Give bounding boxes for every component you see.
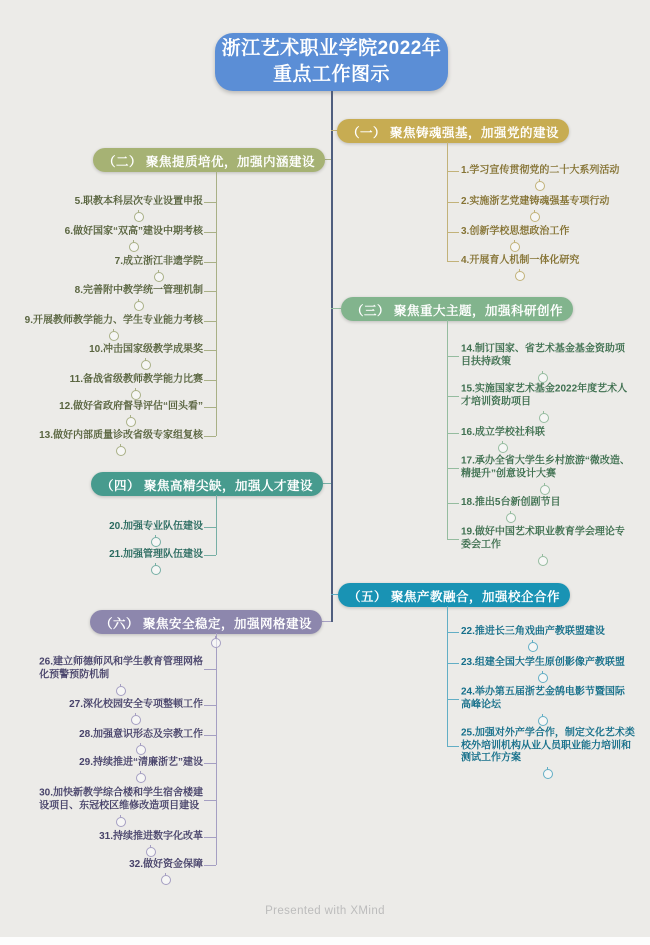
- marker-icon: [141, 360, 151, 370]
- topic-item-18[interactable]: [461, 497, 560, 510]
- connector-line: [447, 699, 459, 700]
- topic-item-text: 2.实施浙艺党建铸魂强基专项行动: [461, 195, 610, 207]
- branch-node-4[interactable]: （四） 聚焦高精尖缺，加强人才建设: [91, 472, 323, 496]
- branch-node-2[interactable]: （二） 聚焦提质培优，加强内涵建设: [93, 148, 325, 172]
- connector-line: [204, 407, 216, 408]
- topic-item-11[interactable]: [70, 374, 203, 387]
- connector-line: [331, 594, 338, 595]
- topic-item-text: 设项目、东冠校区维修改造项目建设: [39, 800, 200, 811]
- connector-line: [204, 527, 216, 528]
- topic-item-10[interactable]: [89, 344, 203, 357]
- topic-item-text: 10.冲击国家级教学成果奖: [89, 343, 203, 355]
- topic-item-28[interactable]: [79, 729, 203, 742]
- topic-item-text: 7.成立浙江非遗学院: [114, 255, 203, 267]
- topic-item-9[interactable]: [25, 315, 203, 328]
- marker-icon: [543, 769, 553, 779]
- topic-item-text: 目扶持政策: [461, 356, 511, 367]
- topic-item-text: 32.做好资金保障: [129, 858, 203, 870]
- marker-icon: [538, 716, 548, 726]
- topic-item-text: 8.完善附中教学统一管理机制: [74, 284, 203, 296]
- connector-line: [204, 705, 216, 706]
- marker-icon: [530, 212, 540, 222]
- marker-icon: [540, 485, 550, 495]
- topic-item-25[interactable]: [461, 727, 635, 765]
- topic-item-text: 校外培训机构从业人员职业能力培训和: [461, 739, 631, 751]
- marker-icon: [136, 745, 146, 755]
- connector-line: [204, 350, 216, 351]
- root-topic-line2: 重点工作图示: [272, 64, 390, 85]
- marker-icon: [131, 390, 141, 400]
- topic-item-text: 22.推进长三角戏曲产教联盟建设: [461, 625, 605, 637]
- connector-line: [322, 621, 331, 622]
- connector-line: [204, 321, 216, 322]
- topic-item-text: 精提升”创意设计大赛: [461, 468, 556, 479]
- topic-item-text: 24.举办第五届浙艺金鹄电影节暨国际: [461, 686, 625, 698]
- topic-item-4[interactable]: [461, 255, 579, 268]
- topic-item-text: 28.加强意识形态及宗教工作: [79, 728, 203, 740]
- topic-item-text: 1.学习宣传贯彻党的二十大系列活动: [461, 164, 620, 176]
- topic-item-12[interactable]: [59, 401, 203, 414]
- marker-icon: [116, 446, 126, 456]
- topic-item-22[interactable]: [461, 626, 605, 639]
- connector-line: [331, 91, 333, 622]
- connector-line: [331, 308, 341, 309]
- branch-node-1[interactable]: （一） 聚焦铸魂强基，加强党的建设: [337, 119, 569, 143]
- branch-marker-icon: [211, 638, 221, 648]
- connector-line: [323, 483, 331, 484]
- marker-icon: [116, 817, 126, 827]
- topic-item-15[interactable]: [461, 384, 627, 409]
- topic-item-32[interactable]: [129, 859, 203, 872]
- topic-item-text: 12.做好省政府督导评估“回头看”: [59, 400, 203, 412]
- topic-item-text: 16.成立学校社科联: [461, 426, 545, 438]
- marker-icon: [515, 271, 525, 281]
- connector-line: [447, 606, 448, 746]
- connector-line: [204, 735, 216, 736]
- topic-item-text: 17.承办全省大学生乡村旅游“微改造、: [461, 455, 630, 467]
- xmind-watermark: Presented with XMind: [265, 905, 385, 917]
- connector-line: [204, 669, 216, 670]
- connector-line: [447, 746, 459, 747]
- topic-item-text: 31.持续推进数字化改革: [99, 830, 203, 842]
- connector-line: [447, 232, 459, 233]
- topic-item-14[interactable]: [461, 344, 625, 369]
- connector-line: [447, 539, 459, 540]
- marker-icon: [528, 642, 538, 652]
- marker-icon: [538, 673, 548, 683]
- topic-item-text: 21.加强管理队伍建设: [109, 548, 203, 560]
- topic-item-26[interactable]: [39, 657, 203, 682]
- topic-item-16[interactable]: [461, 427, 545, 440]
- topic-item-text: 6.做好国家“双高”建设中期考核: [64, 225, 203, 237]
- marker-icon: [134, 212, 144, 222]
- marker-icon: [116, 686, 126, 696]
- topic-item-text: 26.建立师德师风和学生教育管理网格: [39, 656, 203, 668]
- topic-item-31[interactable]: [99, 831, 203, 844]
- topic-item-text: 委会工作: [461, 539, 501, 550]
- bottom-edge-strip: [0, 937, 650, 945]
- topic-item-text: 5.职教本科层次专业设置申报: [74, 195, 203, 207]
- marker-icon: [151, 537, 161, 547]
- topic-item-text: 30.加快新教学综合楼和学生宿舍楼建: [39, 787, 203, 799]
- topic-item-text: 19.做好中国艺术职业教育学会理论专: [461, 526, 625, 538]
- topic-item-7[interactable]: [115, 256, 203, 269]
- connector-line: [216, 633, 217, 865]
- topic-item-text: 11.备战省级教师教学能力比赛: [69, 373, 203, 385]
- topic-item-text: 3.创新学校思想政治工作: [461, 225, 570, 237]
- connector-line: [447, 171, 459, 172]
- connector-line: [204, 202, 216, 203]
- topic-item-text: 29.持续推进“清廉浙艺”建设: [79, 756, 203, 768]
- topic-item-20[interactable]: [109, 521, 203, 534]
- connector-line: [325, 159, 331, 160]
- connector-line: [204, 436, 216, 437]
- connector-line: [204, 865, 216, 866]
- connector-line: [447, 202, 459, 203]
- topic-item-13[interactable]: [39, 430, 203, 443]
- marker-icon: [538, 373, 548, 383]
- topic-item-1[interactable]: [461, 165, 619, 178]
- marker-icon: [538, 556, 548, 566]
- topic-item-8[interactable]: [75, 285, 203, 298]
- connector-line: [447, 503, 459, 504]
- connector-line: [204, 800, 216, 801]
- topic-item-21[interactable]: [109, 549, 203, 562]
- topic-item-29[interactable]: [79, 757, 203, 770]
- marker-icon: [109, 331, 119, 341]
- connector-line: [447, 663, 459, 664]
- connector-line: [204, 763, 216, 764]
- topic-item-text: 18.推出5台新创剧节目: [461, 496, 561, 508]
- connector-line: [204, 262, 216, 263]
- topic-item-6[interactable]: [65, 226, 203, 239]
- connector-line: [447, 320, 448, 539]
- root-topic[interactable]: [215, 33, 448, 91]
- topic-item-text: 15.实施国家艺术基金2022年度艺术人: [461, 383, 628, 395]
- topic-item-2[interactable]: [461, 196, 609, 209]
- connector-line: [447, 632, 459, 633]
- marker-icon: [131, 715, 141, 725]
- connector-line: [204, 555, 216, 556]
- topic-item-text: 9.开展教师教学能力、学生专业能力考核: [24, 314, 203, 326]
- connector-line: [447, 396, 459, 397]
- marker-icon: [151, 565, 161, 575]
- connector-line: [216, 495, 217, 555]
- topic-item-text: 高峰论坛: [461, 699, 501, 710]
- topic-item-text: 才培训资助项目: [461, 396, 531, 407]
- topic-item-text: 4.开展育人机制一体化研究: [461, 254, 580, 266]
- topic-item-24[interactable]: [461, 687, 625, 712]
- connector-line: [204, 232, 216, 233]
- marker-icon: [129, 242, 139, 252]
- connector-line: [447, 356, 459, 357]
- connector-line: [204, 380, 216, 381]
- marker-icon: [510, 242, 520, 252]
- topic-item-17[interactable]: [461, 456, 630, 481]
- marker-icon: [126, 417, 136, 427]
- connector-line: [447, 468, 459, 469]
- marker-icon: [498, 443, 508, 453]
- topic-item-text: 13.做好内部质量诊改省级专家组复核: [39, 429, 203, 441]
- connector-line: [204, 837, 216, 838]
- marker-icon: [539, 413, 549, 423]
- marker-icon: [146, 847, 156, 857]
- connector-line: [216, 171, 217, 436]
- topic-item-5[interactable]: [75, 196, 203, 209]
- topic-item-text: 化预警预防机制: [39, 669, 110, 680]
- topic-item-27[interactable]: [69, 699, 203, 712]
- connector-line: [204, 291, 216, 292]
- branch-node-5[interactable]: （五） 聚焦产教融合，加强校企合作: [338, 583, 570, 607]
- branch-node-3[interactable]: （三） 聚焦重大主题，加强科研创作: [341, 297, 573, 321]
- topic-item-text: 25.加强对外产学合作，制定文化艺术类: [461, 727, 635, 739]
- root-topic-line1: 浙江艺术职业学院2022年: [221, 38, 442, 59]
- topic-item-23[interactable]: [461, 657, 625, 670]
- topic-item-19[interactable]: [461, 527, 625, 552]
- topic-item-text: 测试工作方案: [461, 752, 521, 764]
- topic-item-30[interactable]: [39, 788, 203, 813]
- marker-icon: [154, 272, 164, 282]
- marker-icon: [161, 875, 171, 885]
- topic-item-3[interactable]: [461, 226, 569, 239]
- marker-icon: [506, 513, 516, 523]
- marker-icon: [136, 773, 146, 783]
- topic-item-text: 27.深化校园安全专项整顿工作: [69, 698, 203, 710]
- topic-item-text: 14.制订国家、省艺术基金基金资助项: [461, 343, 625, 355]
- connector-line: [447, 433, 459, 434]
- marker-icon: [134, 301, 144, 311]
- topic-item-text: 20.加强专业队伍建设: [109, 520, 203, 532]
- topic-item-text: 23.组建全国大学生原创影像产教联盟: [461, 656, 625, 668]
- connector-line: [447, 261, 459, 262]
- branch-node-6[interactable]: （六） 聚焦安全稳定，加强网格建设: [90, 610, 322, 634]
- marker-icon: [535, 181, 545, 191]
